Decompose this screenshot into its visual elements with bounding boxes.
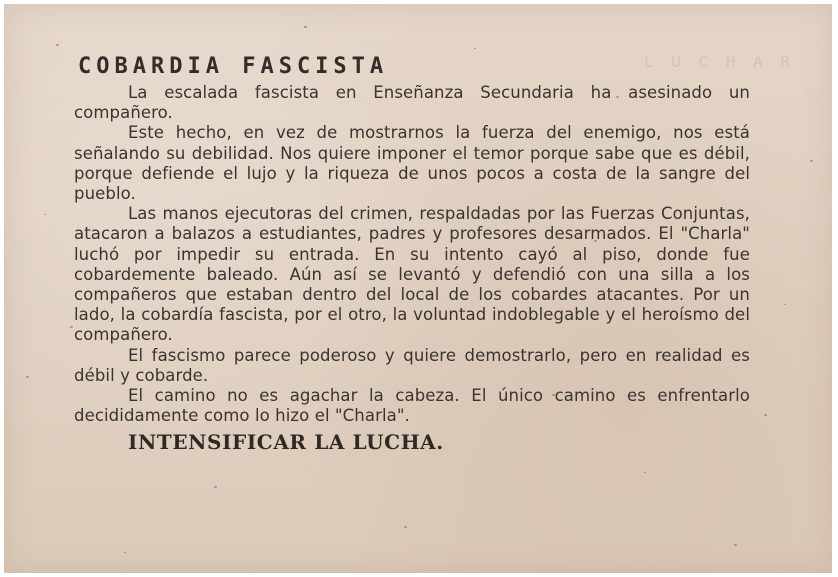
- paragraph-5: El camino no es agachar la cabeza. El único camino es enfrentarlo decididamente como lo hizo el "Charla".: [74, 386, 750, 426]
- flyer-text-block: [74, 54, 750, 453]
- paper-fleck: [214, 486, 217, 488]
- paragraph-2: Este hecho, en vez de mostrarnos la fuerza del enemigo, nos está señalando su debilidad. Nos quiere imponer el temor porque sabe que es débil, porque defiende el lujo y la riqueza de unos pocos a costa de la sangre del pueblo.: [74, 123, 750, 204]
- paragraph-4: El fascismo parece poderoso y quiere demostrarlo, pero en realidad es débil y cobarde.: [74, 345, 750, 385]
- paper-fleck: [764, 414, 767, 416]
- paper-fleck: [474, 48, 476, 49]
- paper-fleck: [404, 526, 407, 528]
- closing-slogan: INTENSIFICAR LA LUCHA.: [128, 430, 444, 455]
- paper-fleck: [70, 326, 73, 328]
- paper-fleck: [56, 44, 59, 46]
- paper-fleck: [644, 472, 646, 473]
- paper-fleck: [26, 376, 29, 378]
- paper-fleck: [810, 160, 813, 162]
- show-through-text: L U C H A R: [644, 52, 794, 71]
- paper-fleck: [44, 214, 46, 215]
- paper-fleck: [734, 544, 737, 546]
- paper-fleck: [124, 552, 126, 553]
- paragraph-1: La escalada fascista en Enseñanza Secundaria ha asesinado un compañero.: [74, 83, 750, 123]
- paper-fleck: [304, 26, 307, 28]
- paragraph-3: Las manos ejecutoras del crimen, respaldadas por las Fuerzas Conjuntas, atacaron a balazos a estudiantes, padres y profesores desarmados. El "Charla" luchó por impedir su entrada. En su intento cayó al piso, donde fue cobardemente baleado. Aún así se levantó y defendió con una silla a los compañeros que estaban dentro del local de los cobardes atacantes. Por un lado, la cobardía fascista, por el otro, la voluntad indoblegable y el heroísmo del compañero.: [74, 204, 750, 345]
- flyer-title: COBARDIA FASCISTA: [78, 54, 389, 79]
- paper-fleck: [784, 304, 786, 305]
